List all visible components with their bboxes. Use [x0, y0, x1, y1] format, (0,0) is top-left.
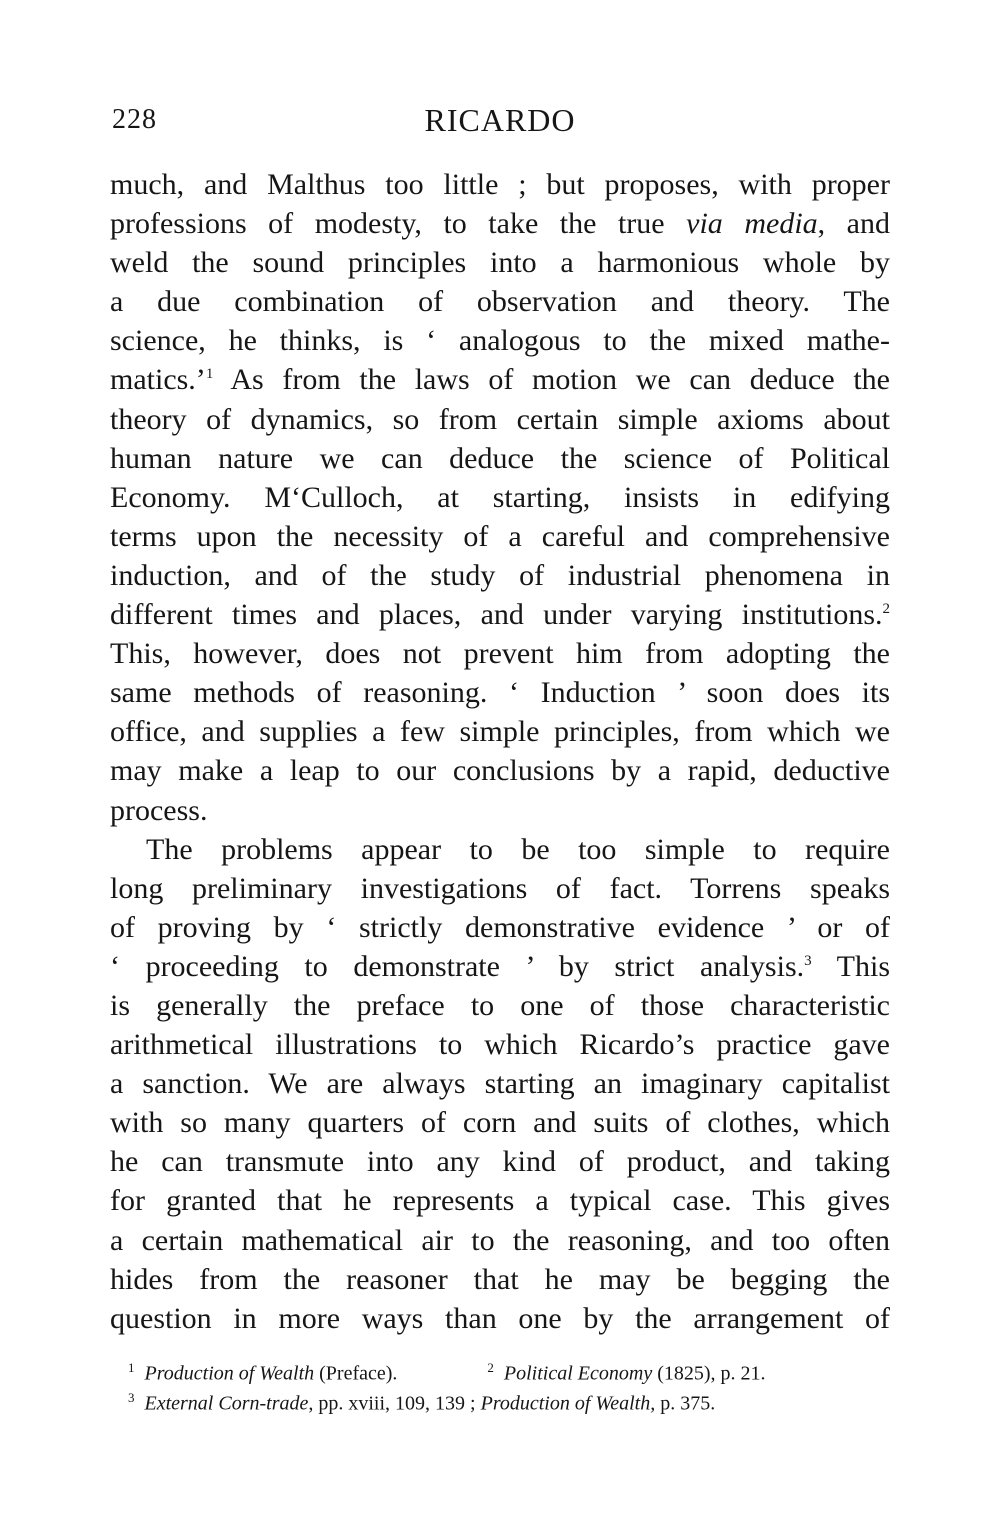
- footnote-ref: 1: [205, 366, 214, 383]
- text-line: same methods of reasoning. ‘ Induction ’ soon does its: [110, 676, 890, 710]
- footnote-number: 2: [487, 1360, 494, 1375]
- text-run: As from the laws of motion we can deduce the: [213, 363, 890, 397]
- footnote-title: Production of Wealth,: [480, 1392, 656, 1415]
- text-line: a due combination of observation and theory. The: [110, 285, 890, 319]
- text-run: matics.’: [110, 363, 206, 397]
- footnote-ref: 2: [882, 601, 890, 618]
- footnote-text: pp. xviii, 109, 139 ;: [313, 1392, 481, 1415]
- footnote-text: (Preface).: [314, 1362, 398, 1385]
- footnote-number: 1: [128, 1360, 135, 1375]
- footnote-text: p. 375.: [655, 1392, 716, 1415]
- text-line: he can transmute into any kind of product, and taking: [110, 1145, 890, 1179]
- text-line: [110, 204, 890, 243]
- text-line: for granted that he represents a typical case. This gives: [110, 1184, 890, 1218]
- text-line: with so many quarters of corn and suits of clothes, which: [110, 1106, 890, 1140]
- text-line: a certain mathematical air to the reasoning, and too often: [110, 1223, 890, 1257]
- text-line: [110, 360, 890, 399]
- text-line: much, and Malthus too little ; but proposes, with proper: [110, 168, 890, 201]
- text-line: long preliminary investigations of fact. Torrens speaks: [110, 871, 890, 905]
- running-title: RICARDO: [424, 102, 576, 138]
- footnote-line: [110, 1383, 890, 1413]
- text-run: This: [811, 949, 890, 983]
- text-line: induction, and of the study of industrial phenomena in: [110, 558, 890, 592]
- text-line: science, he thinks, is ‘ analogous to the mixed mathe-: [110, 324, 890, 358]
- footnotes: [110, 1353, 890, 1413]
- text-line: Economy. M‘Culloch, at starting, insists in edifying: [110, 480, 890, 514]
- text-line: hides from the reasoner that he may be begging the: [110, 1262, 890, 1296]
- text-run: , and: [817, 207, 890, 241]
- text-line: [110, 947, 890, 986]
- text-line: process.: [110, 793, 208, 827]
- text-line: weld the sound principles into a harmonious whole by: [110, 246, 890, 280]
- footnote-line: [110, 1353, 890, 1383]
- text-run: ‘ proceeding to demonstrate ’ by strict analysis.: [110, 949, 805, 983]
- text-run: different times and places, and under varying institutions.: [110, 598, 883, 632]
- text-line: terms upon the necessity of a careful and comprehensive: [110, 519, 890, 553]
- text-line: The problems appear to be too simple to require: [146, 832, 890, 866]
- italic-phrase: via media: [686, 207, 818, 241]
- text-line: This, however, does not prevent him from adopting the: [110, 637, 890, 671]
- body-text: [110, 165, 890, 1338]
- footnote-ref: 3: [804, 952, 812, 969]
- text-line: may make a leap to our conclusions by a rapid, deductive: [110, 754, 890, 788]
- text-line: of proving by ‘ strictly demonstrative evidence ’ or of: [110, 910, 890, 944]
- text-line: human nature we can deduce the science of Political: [110, 441, 890, 475]
- text-line: is generally the preface to one of those characteristic: [110, 988, 890, 1022]
- page-number: 228: [112, 104, 157, 135]
- text-run: professions of modesty, to take the true: [110, 207, 687, 241]
- footnote-text: (1825), p. 21.: [652, 1362, 766, 1385]
- text-line: theory of dynamics, so from certain simple axioms about: [110, 402, 890, 436]
- footnote-title: External Corn-trade,: [144, 1392, 314, 1415]
- footnote-number: 3: [128, 1390, 135, 1405]
- footnote-title: Political Economy: [503, 1362, 653, 1385]
- text-line: a sanction. We are always starting an imaginary capitalist: [110, 1067, 890, 1101]
- text-line: arithmetical illustrations to which Ricardo’s practice gave: [110, 1028, 890, 1062]
- footnote-title: Production of Wealth: [144, 1362, 315, 1385]
- text-line: question in more ways than one by the arrangement of: [110, 1301, 890, 1335]
- text-line: [110, 595, 890, 634]
- text-line: office, and supplies a few simple principles, from which we: [110, 715, 890, 749]
